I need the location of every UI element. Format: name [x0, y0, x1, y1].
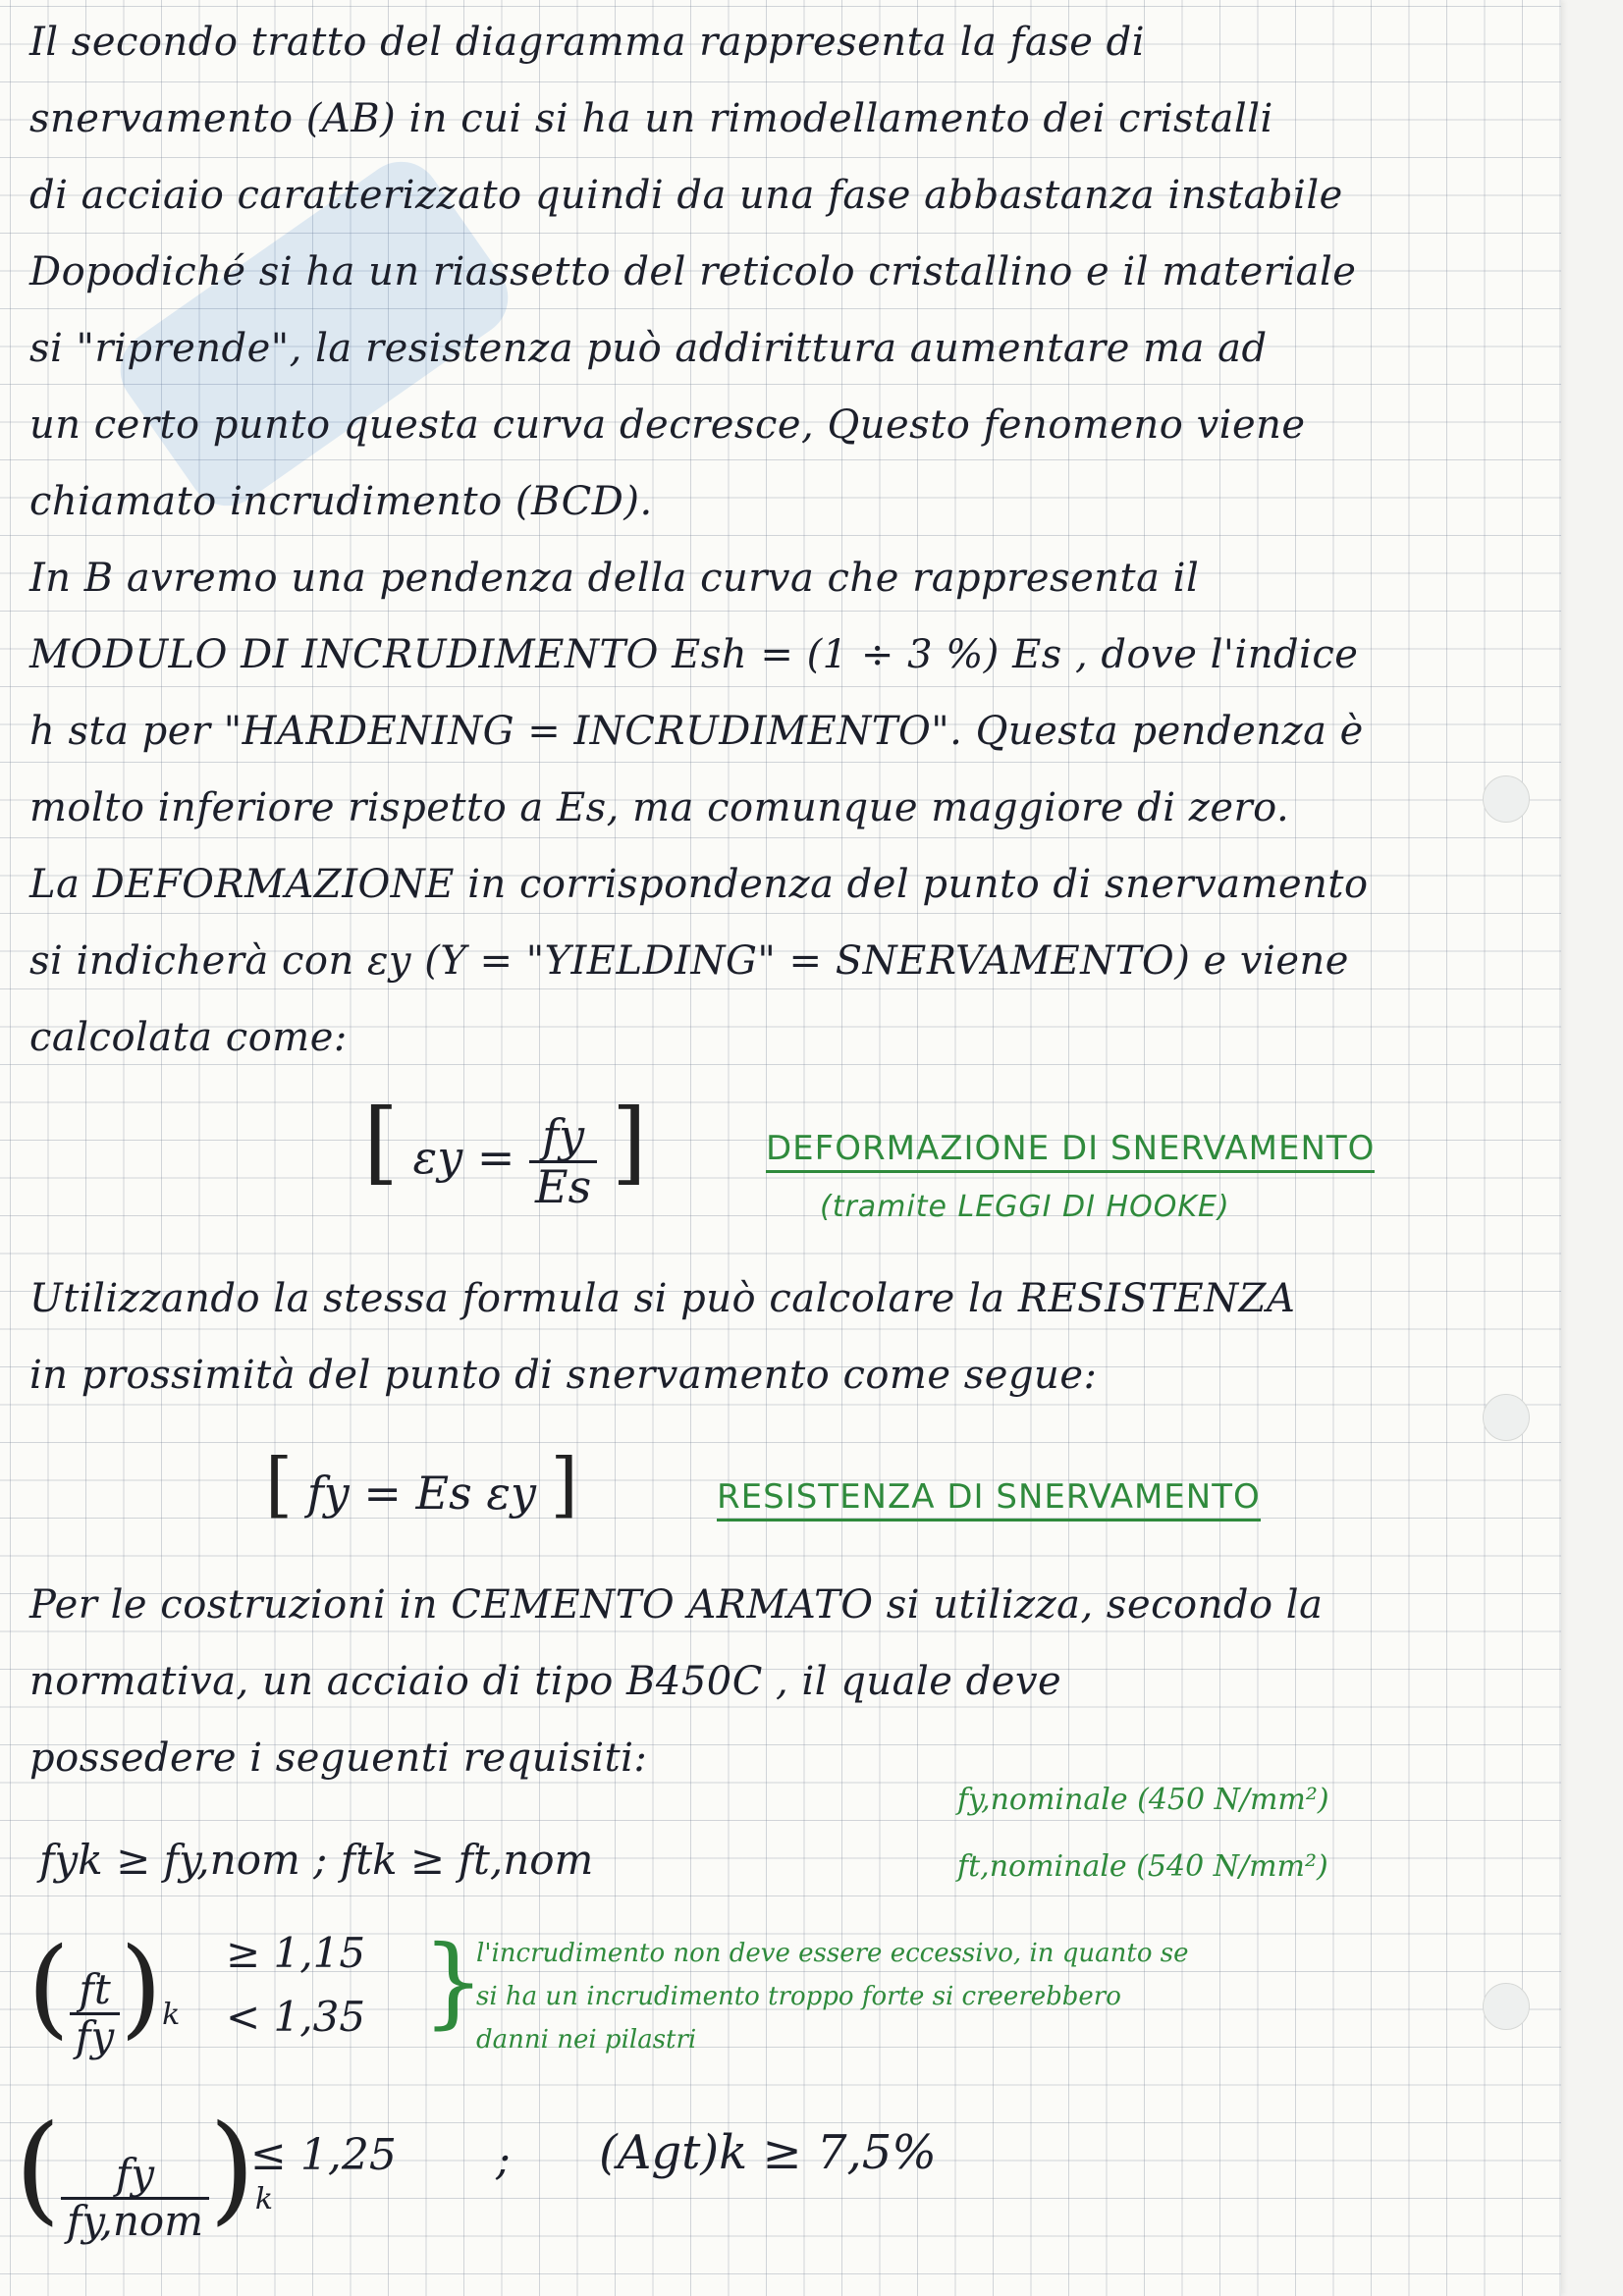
text-line: Utilizzando la stessa formula si può calcolare la RESISTENZA: [29, 1276, 1296, 1321]
text-line: chiamato incrudimento (BCD).: [29, 479, 653, 524]
text-line: di acciaio caratterizzato quindi da una fase abbastanza instabile: [29, 173, 1343, 218]
requirement-strength: fyk ≥ fy,nom ; ftk ≥ ft,nom: [39, 1836, 594, 1884]
ratio-fraction: [70, 1965, 120, 2060]
text-line: MODULO DI INCRUDIMENTO Esh = (1 ÷ 3 %) Es , dove l'indice: [29, 632, 1359, 677]
label-hooke: (tramite LEGGI DI HOOKE): [820, 1190, 1230, 1224]
requirement-ratio: ( $\frac{ft}{fy}$ )k: [27, 1924, 181, 2060]
note-fy-nominal: fy,nominale (450 N/mm²): [957, 1783, 1329, 1817]
formula2-expression: fy = Es εy: [306, 1467, 536, 1520]
formula-yield-strain: [ εy = $\frac{fy}{Es}$ ]: [363, 1090, 647, 1213]
text-line: snervamento (AB) in cui si ha un rimodellamento dei cristalli: [29, 96, 1273, 141]
note-incrudimento-2: si ha un incrudimento troppo forte si creerebbero: [476, 1982, 1121, 2011]
text-line: possedere i seguenti requisiti:: [29, 1735, 648, 1781]
text-line: in prossimità del punto di snervamento come segue:: [29, 1353, 1098, 1398]
binder-hole: [1483, 1394, 1530, 1441]
text-line: si indicherà con εy (Y = "YIELDING" = SNERVAMENTO) e viene: [29, 938, 1349, 984]
green-brace: }: [422, 1924, 485, 2039]
ratio-subscript: k: [162, 1998, 181, 2032]
ratio-upper-bound: < 1,35: [226, 1993, 366, 2041]
overstrength-denominator: fy,nom: [66, 2196, 204, 2245]
text-line: Il secondo tratto del diagramma rappresenta la fase di: [29, 20, 1146, 65]
text-line: si "riprende", la resistenza può addirittura aumentare ma ad: [29, 326, 1268, 371]
text-line: molto inferiore rispetto a Es, ma comunque maggiore di zero.: [29, 785, 1290, 830]
fraction-numerator: fy: [529, 1112, 597, 1162]
formula-lhs: εy =: [412, 1131, 515, 1184]
overstrength-numerator: fy: [61, 2153, 209, 2199]
formula-fraction: [529, 1109, 597, 1213]
label-yield-strain: DEFORMAZIONE DI SNERVAMENTO: [766, 1129, 1375, 1173]
ratio-lower-bound: ≥ 1,15: [226, 1929, 366, 1977]
text-line: Per le costruzioni in CEMENTO ARMATO si utilizza, secondo la: [29, 1582, 1324, 1628]
formula-yield-strength: [ fy = Es εy ]: [265, 1443, 578, 1525]
overstrength-subscript: k: [254, 2182, 274, 2216]
note-incrudimento-3: danni nei pilastri: [476, 2025, 697, 2055]
text-line: La DEFORMAZIONE in corrispondenza del punto di snervamento: [29, 862, 1369, 907]
separator: ;: [496, 2135, 511, 2185]
requirement-elongation: (Agt)k ≥ 7,5%: [599, 2125, 937, 2180]
text-line: normativa, un acciaio di tipo B450C , il quale deve: [29, 1659, 1062, 1704]
note-ft-nominal: ft,nominale (540 N/mm²): [957, 1849, 1328, 1884]
text-line: calcolata come:: [29, 1015, 348, 1060]
overstrength-limit: ≤ 1,25: [250, 2130, 397, 2180]
fraction-denominator: Es: [535, 1159, 592, 1213]
text-line: In B avremo una pendenza della curva che rappresenta il: [29, 556, 1200, 601]
requirement-overstrength: ( $\frac{fy}{\text{fy,nom}}$ )k: [15, 2101, 274, 2245]
text-line: Dopodiché si ha un riassetto del reticolo cristallino e il materiale: [29, 249, 1357, 294]
ratio-numerator: ft: [70, 1968, 120, 2014]
label-yield-strength: RESISTENZA DI SNERVAMENTO: [717, 1477, 1261, 1522]
overstrength-fraction: [61, 2150, 209, 2245]
binder-hole: [1483, 1983, 1530, 2030]
text-line: h sta per "HARDENING = INCRUDIMENTO". Questa pendenza è: [29, 709, 1364, 754]
ratio-denominator: fy: [75, 2011, 115, 2060]
note-incrudimento-1: l'incrudimento non deve essere eccessivo, in quanto se: [476, 1939, 1189, 1968]
text-line: un certo punto questa curva decresce, Questo fenomeno viene: [29, 402, 1306, 448]
